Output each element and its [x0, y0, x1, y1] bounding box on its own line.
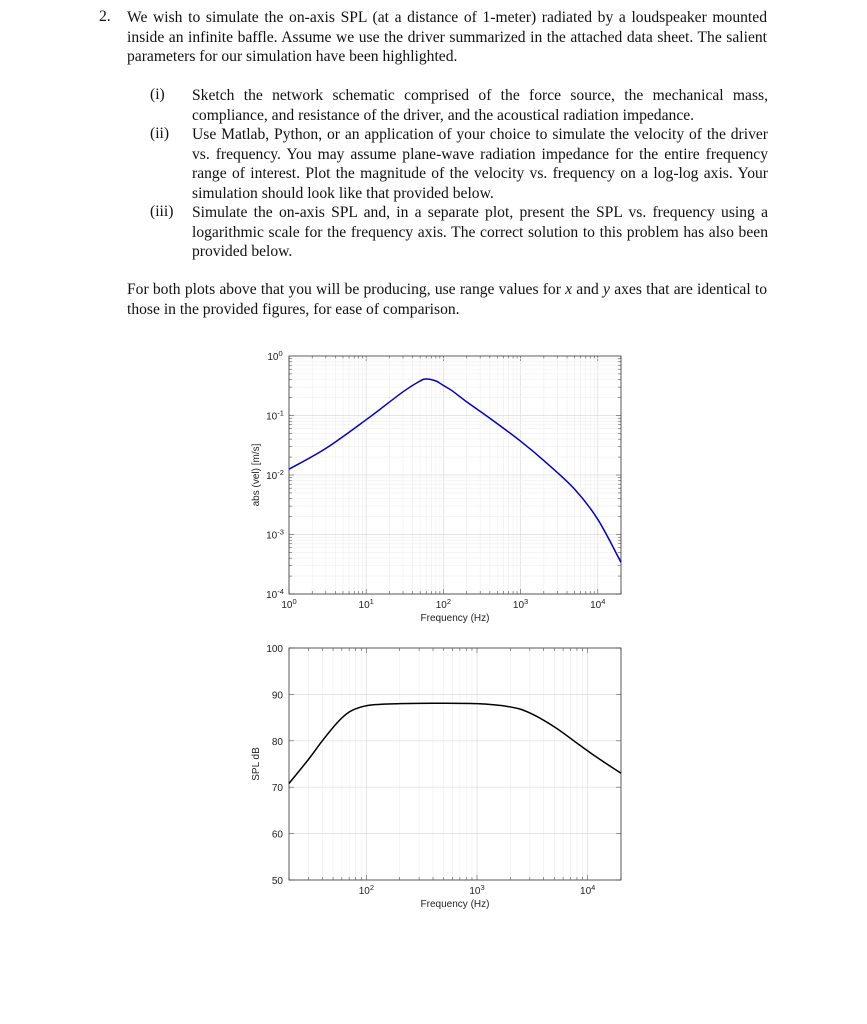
part-text: Sketch the network schematic comprised of the force source, the mechanical mass, compliance, and resistance of the driver, and the acoustical radiation impedance.	[192, 87, 768, 124]
x-tick-label: $10^3$	[469, 883, 485, 897]
part-number: (ii)	[150, 125, 170, 142]
x-tick-label: $10^2$	[358, 883, 375, 897]
axes-frame	[289, 648, 621, 880]
note-y: y	[603, 281, 610, 298]
x-tick-label: $10^4$	[590, 597, 606, 611]
y-axis-label: abs (vel) [m/s]	[251, 443, 262, 507]
y-tick-label: 100	[266, 644, 283, 655]
y-tick-label: $10^{-1}$	[266, 408, 284, 423]
y-tick-label: 50	[271, 876, 283, 887]
y-tick-label: $10^{-4}$	[266, 587, 284, 601]
x-tick-label: $10^0$	[281, 597, 297, 611]
y-tick-label: $10^{-2}$	[266, 468, 284, 482]
x-axis-label: Frequency (Hz)	[420, 613, 490, 624]
x-tick-label: $10^2$	[435, 597, 452, 611]
y-tick-label: $10^{-3}$	[266, 527, 284, 542]
question-text: We wish to simulate the on-axis SPL (at a distance of 1-meter) radiated by a loudspeaker mounted inside an infinite baffle. Assume we use the driver summarized in the attached data sheet. The salient parameters for our simulation have been highlighted.	[127, 9, 767, 65]
y-tick-label: 90	[271, 690, 283, 702]
note-text-b: and	[572, 281, 604, 298]
note-text-c: axes that are identical to those in the provided figures, for ease of comparison.	[127, 281, 768, 318]
grid	[289, 356, 621, 594]
spl-chart	[0, 630, 867, 920]
y-tick-label: 80	[271, 736, 283, 748]
comparison-note	[127, 280, 767, 319]
part-number: (i)	[150, 86, 165, 103]
series-line	[289, 379, 621, 562]
x-tick-label: $10^4$	[580, 883, 596, 897]
x-axis-label: Frequency (Hz)	[420, 899, 490, 910]
y-tick-label: $10^0$	[267, 349, 283, 363]
y-axis-label: SPL dB	[251, 747, 262, 781]
grid	[289, 648, 621, 880]
series-line	[289, 703, 621, 783]
note-x: x	[565, 281, 573, 298]
question-number: 2.	[99, 8, 111, 25]
part-text: Use Matlab, Python, or an application of your choice to simulate the velocity of the driver vs. frequency. You may assume plane-wave radiation impedance for the entire frequency range of interest. Plot the magnitude of the velocity vs. frequency on a log-log axis. Your simulation should look like that provided below.	[192, 126, 768, 202]
part-text: Simulate the on-axis SPL and, in a separate plot, present the SPL vs. frequency using a logarithmic scale for the frequency axis. The correct solution to this problem has also been provided below.	[192, 204, 768, 260]
y-tick-label: 70	[271, 783, 283, 795]
x-tick-label: $10^3$	[512, 597, 529, 611]
y-tick-label: 60	[271, 829, 283, 841]
x-tick-label: $10^1$	[358, 597, 374, 611]
note-text-a: For both plots above that you will be producing, use range values for	[127, 281, 566, 298]
part-number: (iii)	[150, 203, 174, 220]
